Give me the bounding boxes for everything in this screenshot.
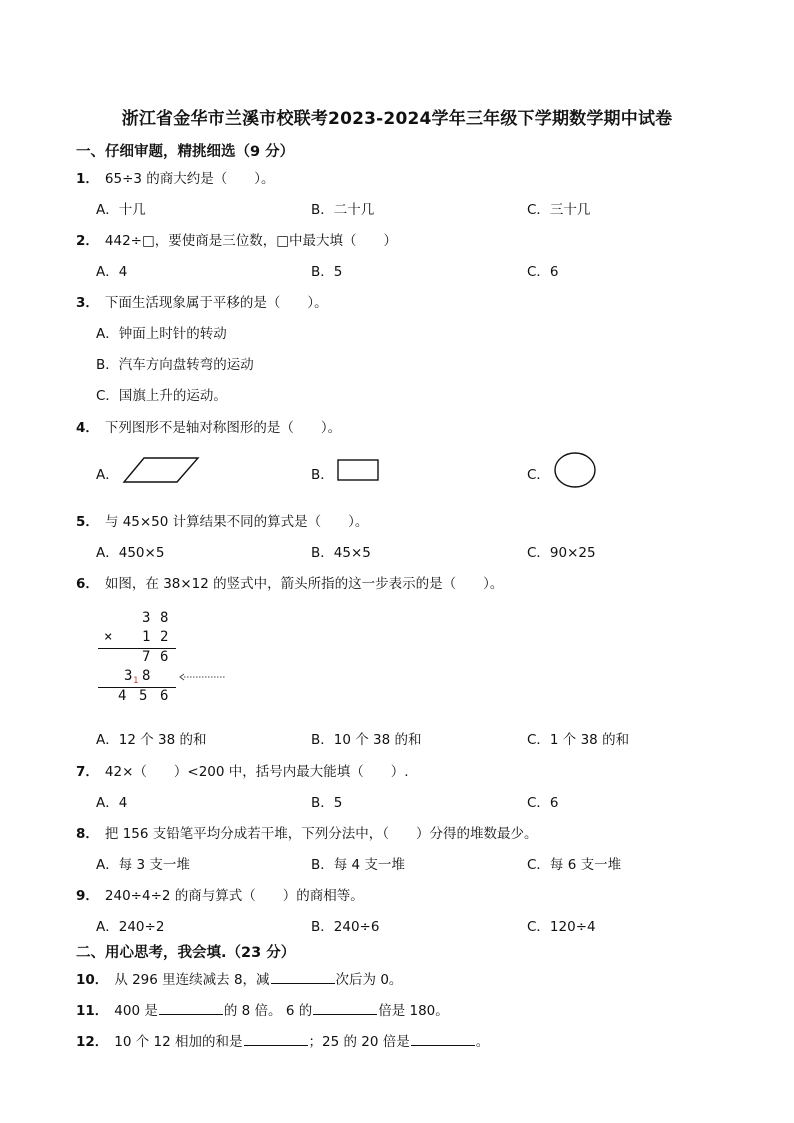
q9-option-c[interactable]: C．120÷4 <box>527 919 596 935</box>
digit: 6 <box>160 688 169 704</box>
question-text: 下面生活现象属于平移的是（ ）。 <box>104 295 328 311</box>
question-text: 65÷3 的商大约是（ ）。 <box>104 171 275 187</box>
question-number: 11． <box>76 1003 109 1019</box>
q4-option-b[interactable]: B． <box>311 467 334 483</box>
question-number: 3． <box>76 295 99 311</box>
section-1-heading: 一、仔细审题，精挑细选（9 分） <box>76 144 295 160</box>
question-number: 1． <box>76 171 99 187</box>
question-12 <box>76 1030 489 1050</box>
digit: 3 <box>124 668 133 684</box>
q1-option-a[interactable]: A．十几 <box>96 202 146 218</box>
question-number: 6． <box>76 576 99 592</box>
q7-option-a[interactable]: A．4 <box>96 795 128 811</box>
question-text-part: 10 个 12 相加的和是 <box>114 1034 243 1050</box>
q8-option-b[interactable]: B．每 4 支一堆 <box>311 857 405 873</box>
digit: 3 <box>142 610 151 626</box>
q1-option-b[interactable]: B．二十几 <box>311 202 375 218</box>
q4-option-a[interactable]: A． <box>96 467 119 483</box>
q3-option-c[interactable]: C．国旗上升的运动。 <box>96 388 227 404</box>
question-number: 7． <box>76 764 99 780</box>
q7-option-b[interactable]: B．5 <box>311 795 343 811</box>
q8-option-c[interactable]: C．每 6 支一堆 <box>527 857 622 873</box>
question-text-part: 。 <box>475 1034 490 1050</box>
question-number: 2． <box>76 233 99 249</box>
q5-option-c[interactable]: C．90×25 <box>527 545 596 561</box>
question-4 <box>76 416 341 436</box>
digit: 2 <box>160 629 169 645</box>
parallelogram-shape <box>122 455 200 485</box>
question-11 <box>76 999 449 1019</box>
question-text: 下列图形不是轴对称图形的是（ ）。 <box>104 420 342 436</box>
digit: 8 <box>142 668 151 684</box>
question-number: 8． <box>76 826 99 842</box>
q5-option-b[interactable]: B．45×5 <box>311 545 371 561</box>
q8-option-a[interactable]: A．每 3 支一堆 <box>96 857 190 873</box>
question-text-part: 的 8 倍。 6 的 <box>223 1003 313 1019</box>
question-3 <box>76 291 328 311</box>
question-text-part: 次后为 0。 <box>335 972 403 988</box>
question-text-part: 从 296 里连续减去 8，减 <box>114 972 270 988</box>
section-2-heading: 二、用心思考，我会填.（23 分） <box>76 945 296 961</box>
question-7 <box>76 760 409 780</box>
question-6 <box>76 572 503 592</box>
question-text: 与 45×50 计算结果不同的算式是（ ）。 <box>104 514 369 530</box>
question-text-part: 倍是 180。 <box>378 1003 449 1019</box>
question-5 <box>76 510 368 530</box>
question-text-part: 400 是 <box>114 1003 158 1019</box>
digit: 1 <box>142 629 151 645</box>
q5-option-a[interactable]: A．450×5 <box>96 545 165 561</box>
question-text-part: ；25 的 20 倍是 <box>308 1034 410 1050</box>
q3-option-b[interactable]: B．汽车方向盘转弯的运动 <box>96 357 254 373</box>
question-number: 9． <box>76 888 99 904</box>
question-2 <box>76 229 397 249</box>
q3-option-a[interactable]: A．钟面上时针的转动 <box>96 326 227 342</box>
q7-option-c[interactable]: C．6 <box>527 795 559 811</box>
question-8 <box>76 822 538 842</box>
question-number: 5． <box>76 514 99 530</box>
q6-option-c[interactable]: C．1 个 38 的和 <box>527 732 630 748</box>
page-title: 浙江省金华市兰溪市校联考2023-2024学年三年级下学期数学期中试卷 <box>121 109 673 129</box>
question-text: 42×（ ）<200 中，括号内最大能填（ ）. <box>104 764 409 780</box>
q4-option-c[interactable]: C． <box>527 467 550 483</box>
question-number: 12． <box>76 1034 109 1050</box>
digit: 5 <box>139 688 148 704</box>
question-text: 442÷□，要使商是三位数，□中最大填（ ） <box>104 233 397 249</box>
question-9 <box>76 884 364 904</box>
q9-option-b[interactable]: B．240÷6 <box>311 919 380 935</box>
answer-blank[interactable] <box>313 1002 377 1015</box>
arrow-left-icon <box>178 672 228 682</box>
answer-blank[interactable] <box>159 1002 223 1015</box>
question-number: 10． <box>76 972 109 988</box>
q6-option-b[interactable]: B．10 个 38 的和 <box>311 732 422 748</box>
question-text: 如图，在 38×12 的竖式中，箭头所指的这一步表示的是（ ）。 <box>104 576 504 592</box>
answer-blank[interactable] <box>411 1033 475 1046</box>
carry-digit: 1 <box>133 676 139 686</box>
q6-option-a[interactable]: A．12 个 38 的和 <box>96 732 207 748</box>
digit: 8 <box>160 610 169 626</box>
question-1 <box>76 167 275 187</box>
q2-option-a[interactable]: A．4 <box>96 264 128 280</box>
question-text: 240÷4÷2 的商与算式（ ）的商相等。 <box>104 888 364 904</box>
q9-option-a[interactable]: A．240÷2 <box>96 919 165 935</box>
digit: 6 <box>160 649 169 665</box>
q2-option-b[interactable]: B．5 <box>311 264 343 280</box>
vertical-multiplication <box>96 608 236 708</box>
digit: 7 <box>142 649 151 665</box>
rectangle-shape <box>336 458 382 484</box>
question-text: 把 156 支铅笔平均分成若干堆，下列分法中，（ ）分得的堆数最少。 <box>104 826 538 842</box>
circle-shape <box>552 451 598 491</box>
answer-blank[interactable] <box>271 971 335 984</box>
answer-blank[interactable] <box>244 1033 308 1046</box>
q1-option-c[interactable]: C．三十几 <box>527 202 591 218</box>
q2-option-c[interactable]: C．6 <box>527 264 559 280</box>
question-number: 4． <box>76 420 99 436</box>
question-10 <box>76 968 402 988</box>
digit: 4 <box>118 688 127 704</box>
multiply-sign: × <box>104 629 113 645</box>
